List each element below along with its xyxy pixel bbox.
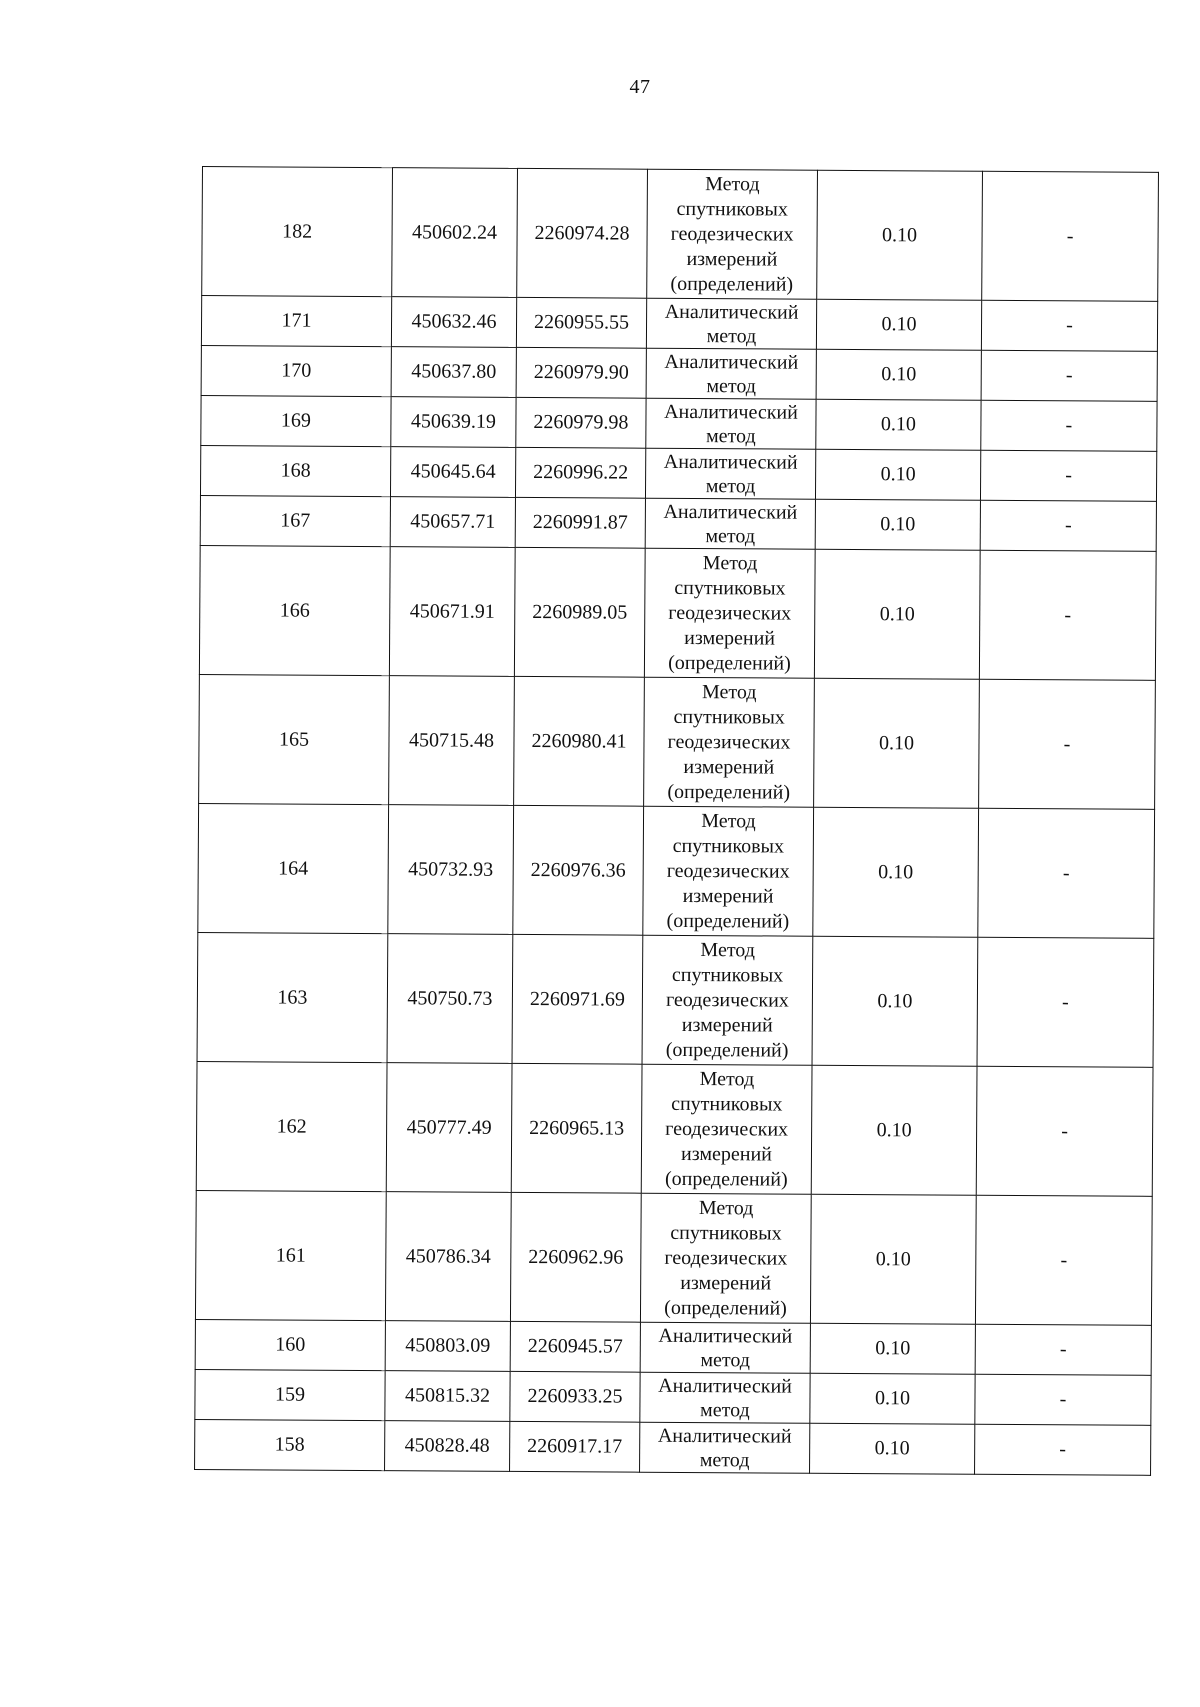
point-number-cell: 158 — [195, 1419, 385, 1470]
table-row — [200, 495, 1156, 551]
table-row — [195, 1190, 1152, 1325]
y-coordinate-cell: 2260979.98 — [516, 397, 646, 448]
point-number-cell: 169 — [201, 395, 391, 446]
description-cell: - — [977, 937, 1154, 1067]
table-row — [198, 803, 1155, 938]
description-cell: - — [982, 171, 1159, 301]
accuracy-cell: 0.10 — [814, 549, 980, 679]
y-coordinate-cell: 2260980.41 — [514, 676, 645, 806]
method-cell: Аналитический метод — [645, 498, 815, 549]
description-cell: - — [981, 300, 1157, 351]
point-number-cell: 171 — [201, 296, 391, 347]
method-cell: Аналитический метод — [646, 348, 816, 399]
method-cell: Метод спутниковых геодезических измерений (определений) — [640, 1193, 811, 1323]
point-number-cell: 159 — [195, 1369, 385, 1420]
x-coordinate-cell: 450815.32 — [385, 1371, 510, 1422]
y-coordinate-cell: 2260979.90 — [516, 347, 646, 398]
method-cell: Метод спутниковых геодезических измерений (определений) — [647, 169, 818, 299]
accuracy-cell: 0.10 — [817, 170, 983, 300]
method-cell: Аналитический метод — [640, 1422, 810, 1473]
description-cell: - — [981, 400, 1157, 451]
y-coordinate-cell: 2260976.36 — [513, 805, 644, 935]
x-coordinate-cell: 450639.19 — [391, 397, 516, 448]
x-coordinate-cell: 450777.49 — [386, 1063, 512, 1193]
table-row — [201, 395, 1157, 451]
accuracy-cell: 0.10 — [810, 1373, 975, 1424]
method-cell: Аналитический метод — [640, 1322, 810, 1373]
x-coordinate-cell: 450602.24 — [392, 168, 518, 298]
method-cell: Метод спутниковых геодезических измерений (определений) — [642, 935, 813, 1065]
accuracy-cell: 0.10 — [812, 936, 978, 1066]
point-number-cell: 166 — [199, 545, 390, 675]
point-number-cell: 162 — [196, 1061, 387, 1191]
x-coordinate-cell: 450786.34 — [385, 1192, 511, 1322]
accuracy-cell: 0.10 — [813, 807, 979, 937]
accuracy-cell: 0.10 — [815, 499, 980, 550]
table-row — [201, 345, 1157, 401]
description-cell: - — [980, 450, 1156, 501]
point-number-cell: 161 — [195, 1190, 386, 1320]
table-row — [201, 296, 1157, 352]
accuracy-cell: 0.10 — [814, 678, 980, 808]
description-cell: - — [979, 679, 1156, 809]
table-row — [199, 545, 1156, 680]
description-cell: - — [975, 1324, 1151, 1375]
accuracy-cell: 0.10 — [810, 1323, 975, 1374]
table-row — [195, 1369, 1151, 1425]
description-cell: - — [975, 1374, 1151, 1425]
x-coordinate-cell: 450732.93 — [388, 805, 514, 935]
y-coordinate-cell: 2260955.55 — [516, 297, 646, 348]
point-number-cell: 170 — [201, 345, 391, 396]
x-coordinate-cell: 450671.91 — [389, 547, 515, 677]
description-cell: - — [976, 1066, 1153, 1196]
x-coordinate-cell: 450632.46 — [391, 297, 516, 348]
page-number: 47 — [629, 76, 651, 98]
method-cell: Метод спутниковых геодезических измерений (определений) — [644, 548, 815, 678]
point-number-cell: 164 — [198, 803, 389, 933]
method-cell: Аналитический метод — [640, 1372, 810, 1423]
x-coordinate-cell: 450657.71 — [390, 497, 515, 548]
accuracy-cell: 0.10 — [816, 399, 981, 450]
y-coordinate-cell: 2260971.69 — [512, 934, 643, 1064]
y-coordinate-cell: 2260991.87 — [515, 497, 645, 548]
description-cell: - — [980, 500, 1156, 551]
accuracy-cell: 0.10 — [816, 349, 981, 400]
description-cell: - — [975, 1195, 1152, 1325]
y-coordinate-cell: 2260945.57 — [510, 1321, 640, 1372]
table-row — [200, 445, 1156, 501]
point-number-cell: 167 — [200, 495, 390, 546]
method-cell: Аналитический метод — [646, 398, 816, 449]
y-coordinate-cell: 2260989.05 — [514, 547, 645, 677]
method-cell: Метод спутниковых геодезических измерений (определений) — [644, 677, 815, 807]
method-cell: Метод спутниковых геодезических измерений (определений) — [643, 806, 814, 936]
table-row — [195, 1419, 1151, 1475]
x-coordinate-cell: 450637.80 — [391, 347, 516, 398]
y-coordinate-cell: 2260962.96 — [510, 1192, 641, 1322]
y-coordinate-cell: 2260974.28 — [517, 168, 648, 298]
method-cell: Аналитический метод — [645, 448, 815, 499]
table-row — [195, 1319, 1151, 1375]
accuracy-cell: 0.10 — [816, 299, 981, 350]
point-number-cell: 168 — [200, 445, 390, 496]
x-coordinate-cell: 450828.48 — [385, 1421, 510, 1472]
point-number-cell: 182 — [202, 167, 393, 297]
y-coordinate-cell: 2260917.17 — [510, 1421, 640, 1472]
table-row — [202, 167, 1159, 302]
table-row — [196, 1061, 1153, 1196]
accuracy-cell: 0.10 — [810, 1423, 975, 1474]
point-number-cell: 163 — [197, 932, 388, 1062]
x-coordinate-cell: 450750.73 — [387, 934, 513, 1064]
coordinates-table — [194, 166, 1159, 1476]
description-cell: - — [978, 808, 1155, 938]
point-number-cell: 165 — [199, 674, 390, 804]
accuracy-cell: 0.10 — [815, 449, 980, 500]
table-row — [197, 932, 1154, 1067]
description-cell: - — [975, 1424, 1151, 1475]
table-body — [195, 167, 1159, 1476]
description-cell: - — [981, 350, 1157, 401]
y-coordinate-cell: 2260996.22 — [515, 447, 645, 498]
point-number-cell: 160 — [195, 1319, 385, 1370]
y-coordinate-cell: 2260965.13 — [511, 1063, 642, 1193]
accuracy-cell: 0.10 — [811, 1065, 977, 1195]
x-coordinate-cell: 450803.09 — [385, 1321, 510, 1372]
method-cell: Аналитический метод — [646, 298, 816, 349]
x-coordinate-cell: 450645.64 — [390, 447, 515, 498]
method-cell: Метод спутниковых геодезических измерений (определений) — [641, 1064, 812, 1194]
description-cell: - — [979, 550, 1156, 680]
accuracy-cell: 0.10 — [810, 1194, 976, 1324]
table-row — [199, 674, 1156, 809]
x-coordinate-cell: 450715.48 — [389, 676, 515, 806]
y-coordinate-cell: 2260933.25 — [510, 1371, 640, 1422]
